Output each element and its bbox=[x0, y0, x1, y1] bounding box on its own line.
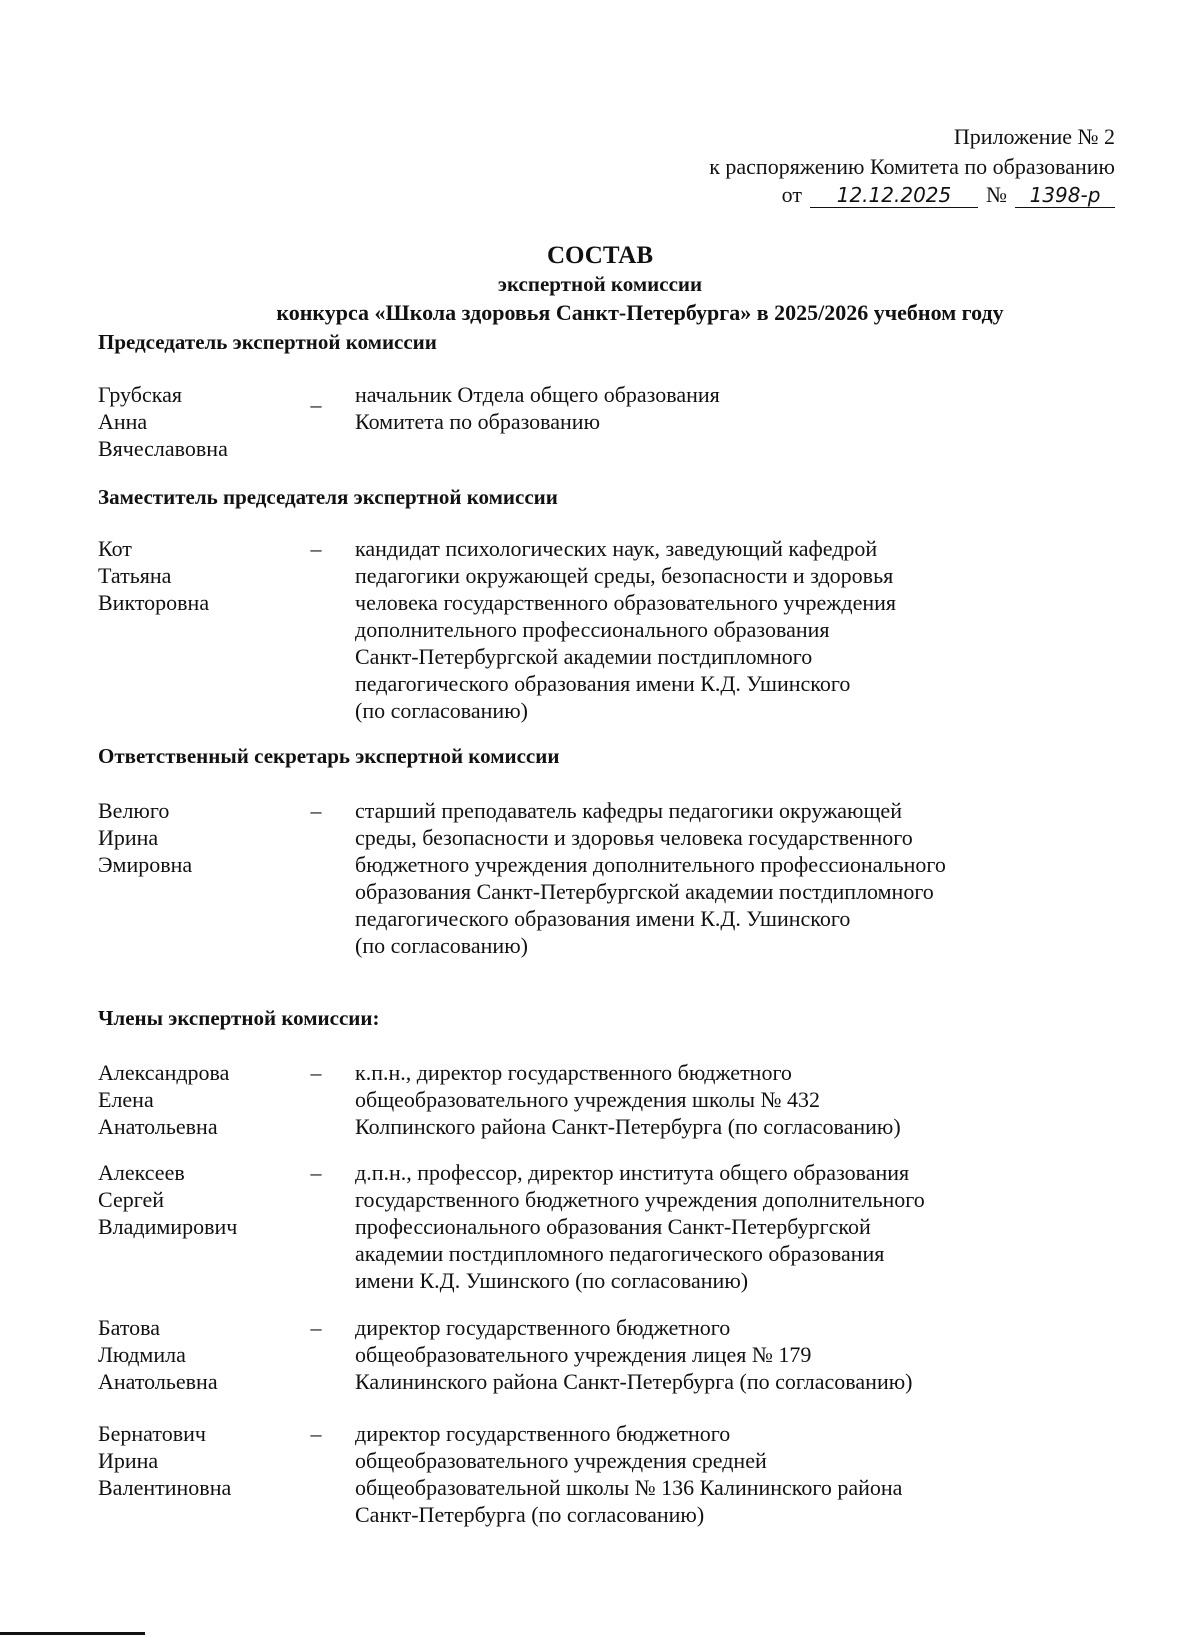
dash: – bbox=[310, 1060, 322, 1085]
description-line: старший преподаватель кафедры педагогики окружающей bbox=[355, 798, 902, 823]
description-line: дополнительного профессионального образования bbox=[355, 617, 830, 642]
section-chair: Председатель экспертной комиссии bbox=[98, 330, 437, 354]
description-line: общеобразовательной школы № 136 Калининского района bbox=[355, 1475, 903, 1500]
surname: Кот bbox=[98, 536, 132, 561]
appendix-title: Приложение № 2 bbox=[953, 124, 1115, 149]
section-secretary: Ответственный секретарь экспертной комиссии bbox=[98, 744, 560, 768]
dash: – bbox=[310, 536, 322, 561]
first-name: Сергей bbox=[98, 1187, 164, 1212]
person-name bbox=[98, 1314, 298, 1395]
dash: – bbox=[310, 1421, 322, 1446]
person-name bbox=[98, 535, 298, 616]
description-line: профессионального образования Санкт-Петербургской bbox=[355, 1214, 871, 1239]
patronymic: Викторовна bbox=[98, 590, 210, 615]
person-name bbox=[98, 1159, 298, 1240]
surname: Грубская bbox=[98, 382, 182, 407]
dash: – bbox=[310, 1315, 322, 1340]
person-description bbox=[355, 797, 1075, 959]
description-line: образования Санкт-Петербургской академии постдипломного bbox=[355, 879, 934, 904]
description-line: общеобразовательного учреждения школы № 432 bbox=[355, 1087, 820, 1112]
contest-title: конкурса «Школа здоровья Санкт-Петербурга» в 2025/2026 учебном году bbox=[276, 300, 1004, 325]
description-line: педагогики окружающей среды, безопасности и здоровья bbox=[355, 563, 894, 588]
description-line: Комитета по образованию bbox=[355, 409, 601, 434]
description-line: директор государственного бюджетного bbox=[355, 1315, 731, 1340]
description-line: начальник Отдела общего образования bbox=[355, 382, 720, 407]
person-description bbox=[355, 1059, 1075, 1140]
person-description bbox=[355, 1314, 1075, 1395]
surname: Алексеев bbox=[98, 1160, 185, 1185]
patronymic: Анатольевна bbox=[98, 1114, 218, 1139]
description-line: (по согласованию) bbox=[355, 933, 528, 958]
person-name bbox=[98, 797, 298, 878]
description-line: Калининского района Санкт-Петербурга (по согласованию) bbox=[355, 1369, 913, 1394]
document-title: СОСТАВ bbox=[546, 242, 654, 269]
dash: – bbox=[310, 798, 322, 823]
description-line: Санкт-Петербурга (по согласованию) bbox=[355, 1502, 705, 1527]
surname: Александрова bbox=[98, 1060, 230, 1085]
description-line: Санкт-Петербургской академии постдипломного bbox=[355, 644, 813, 669]
person-name bbox=[98, 1420, 298, 1501]
handwritten-number: 1398-р bbox=[1015, 183, 1115, 208]
person-name bbox=[98, 1059, 298, 1140]
description-line: педагогического образования имени К.Д. Ушинского bbox=[355, 906, 851, 931]
description-line: педагогического образования имени К.Д. Ушинского bbox=[355, 671, 851, 696]
person-name bbox=[98, 381, 298, 462]
surname: Батова bbox=[98, 1315, 161, 1340]
patronymic: Анатольевна bbox=[98, 1369, 218, 1394]
description-line: имени К.Д. Ушинского (по согласованию) bbox=[355, 1268, 749, 1293]
first-name: Ирина bbox=[98, 1448, 159, 1473]
dash: – bbox=[310, 392, 322, 417]
patronymic: Валентиновна bbox=[98, 1475, 232, 1500]
first-name: Татьяна bbox=[98, 563, 172, 588]
description-line: человека государственного образовательного учреждения bbox=[355, 590, 897, 615]
section-deputy: Заместитель председателя экспертной комиссии bbox=[98, 485, 558, 509]
first-name: Ирина bbox=[98, 825, 159, 850]
from-label: от bbox=[781, 182, 802, 207]
patronymic: Эмировна bbox=[98, 852, 193, 877]
description-line: академии постдипломного педагогического образования bbox=[355, 1241, 885, 1266]
dash: – bbox=[310, 1160, 322, 1185]
description-line: (по согласованию) bbox=[355, 698, 528, 723]
description-line: общеобразовательного учреждения средней bbox=[355, 1448, 767, 1473]
document-subtitle: экспертной комиссии bbox=[497, 272, 703, 296]
surname: Велюго bbox=[98, 798, 170, 823]
person-description bbox=[355, 1159, 1075, 1294]
person-description bbox=[355, 1420, 1075, 1528]
footer-rule bbox=[0, 1632, 145, 1635]
person-description bbox=[355, 535, 1075, 724]
first-name: Елена bbox=[98, 1087, 154, 1112]
description-line: Колпинского района Санкт-Петербурга (по согласованию) bbox=[355, 1114, 901, 1139]
handwritten-date: 12.12.2025 bbox=[810, 183, 978, 208]
description-line: общеобразовательного учреждения лицея № 179 bbox=[355, 1342, 812, 1367]
person-description bbox=[355, 381, 1075, 435]
description-line: государственного бюджетного учреждения дополнительного bbox=[355, 1187, 925, 1212]
description-line: среды, безопасности и здоровья человека государственного bbox=[355, 825, 913, 850]
description-line: бюджетного учреждения дополнительного профессионального bbox=[355, 852, 946, 877]
patronymic: Владимирович bbox=[98, 1214, 238, 1239]
surname: Бернатович bbox=[98, 1421, 206, 1446]
description-line: к.п.н., директор государственного бюджетного bbox=[355, 1060, 792, 1085]
first-name: Анна bbox=[98, 409, 148, 434]
appendix-order-reference: к распоряжению Комитета по образованию bbox=[709, 154, 1115, 179]
appendix-date-number bbox=[782, 180, 1115, 210]
first-name: Людмила bbox=[98, 1342, 186, 1367]
description-line: кандидат психологических наук, заведующий кафедрой bbox=[355, 536, 878, 561]
number-label: № bbox=[986, 182, 1007, 207]
description-line: директор государственного бюджетного bbox=[355, 1421, 731, 1446]
patronymic: Вячеславовна bbox=[98, 436, 228, 461]
section-members: Члены экспертной комиссии: bbox=[98, 1006, 380, 1030]
description-line: д.п.н., профессор, директор института общего образования bbox=[355, 1160, 910, 1185]
